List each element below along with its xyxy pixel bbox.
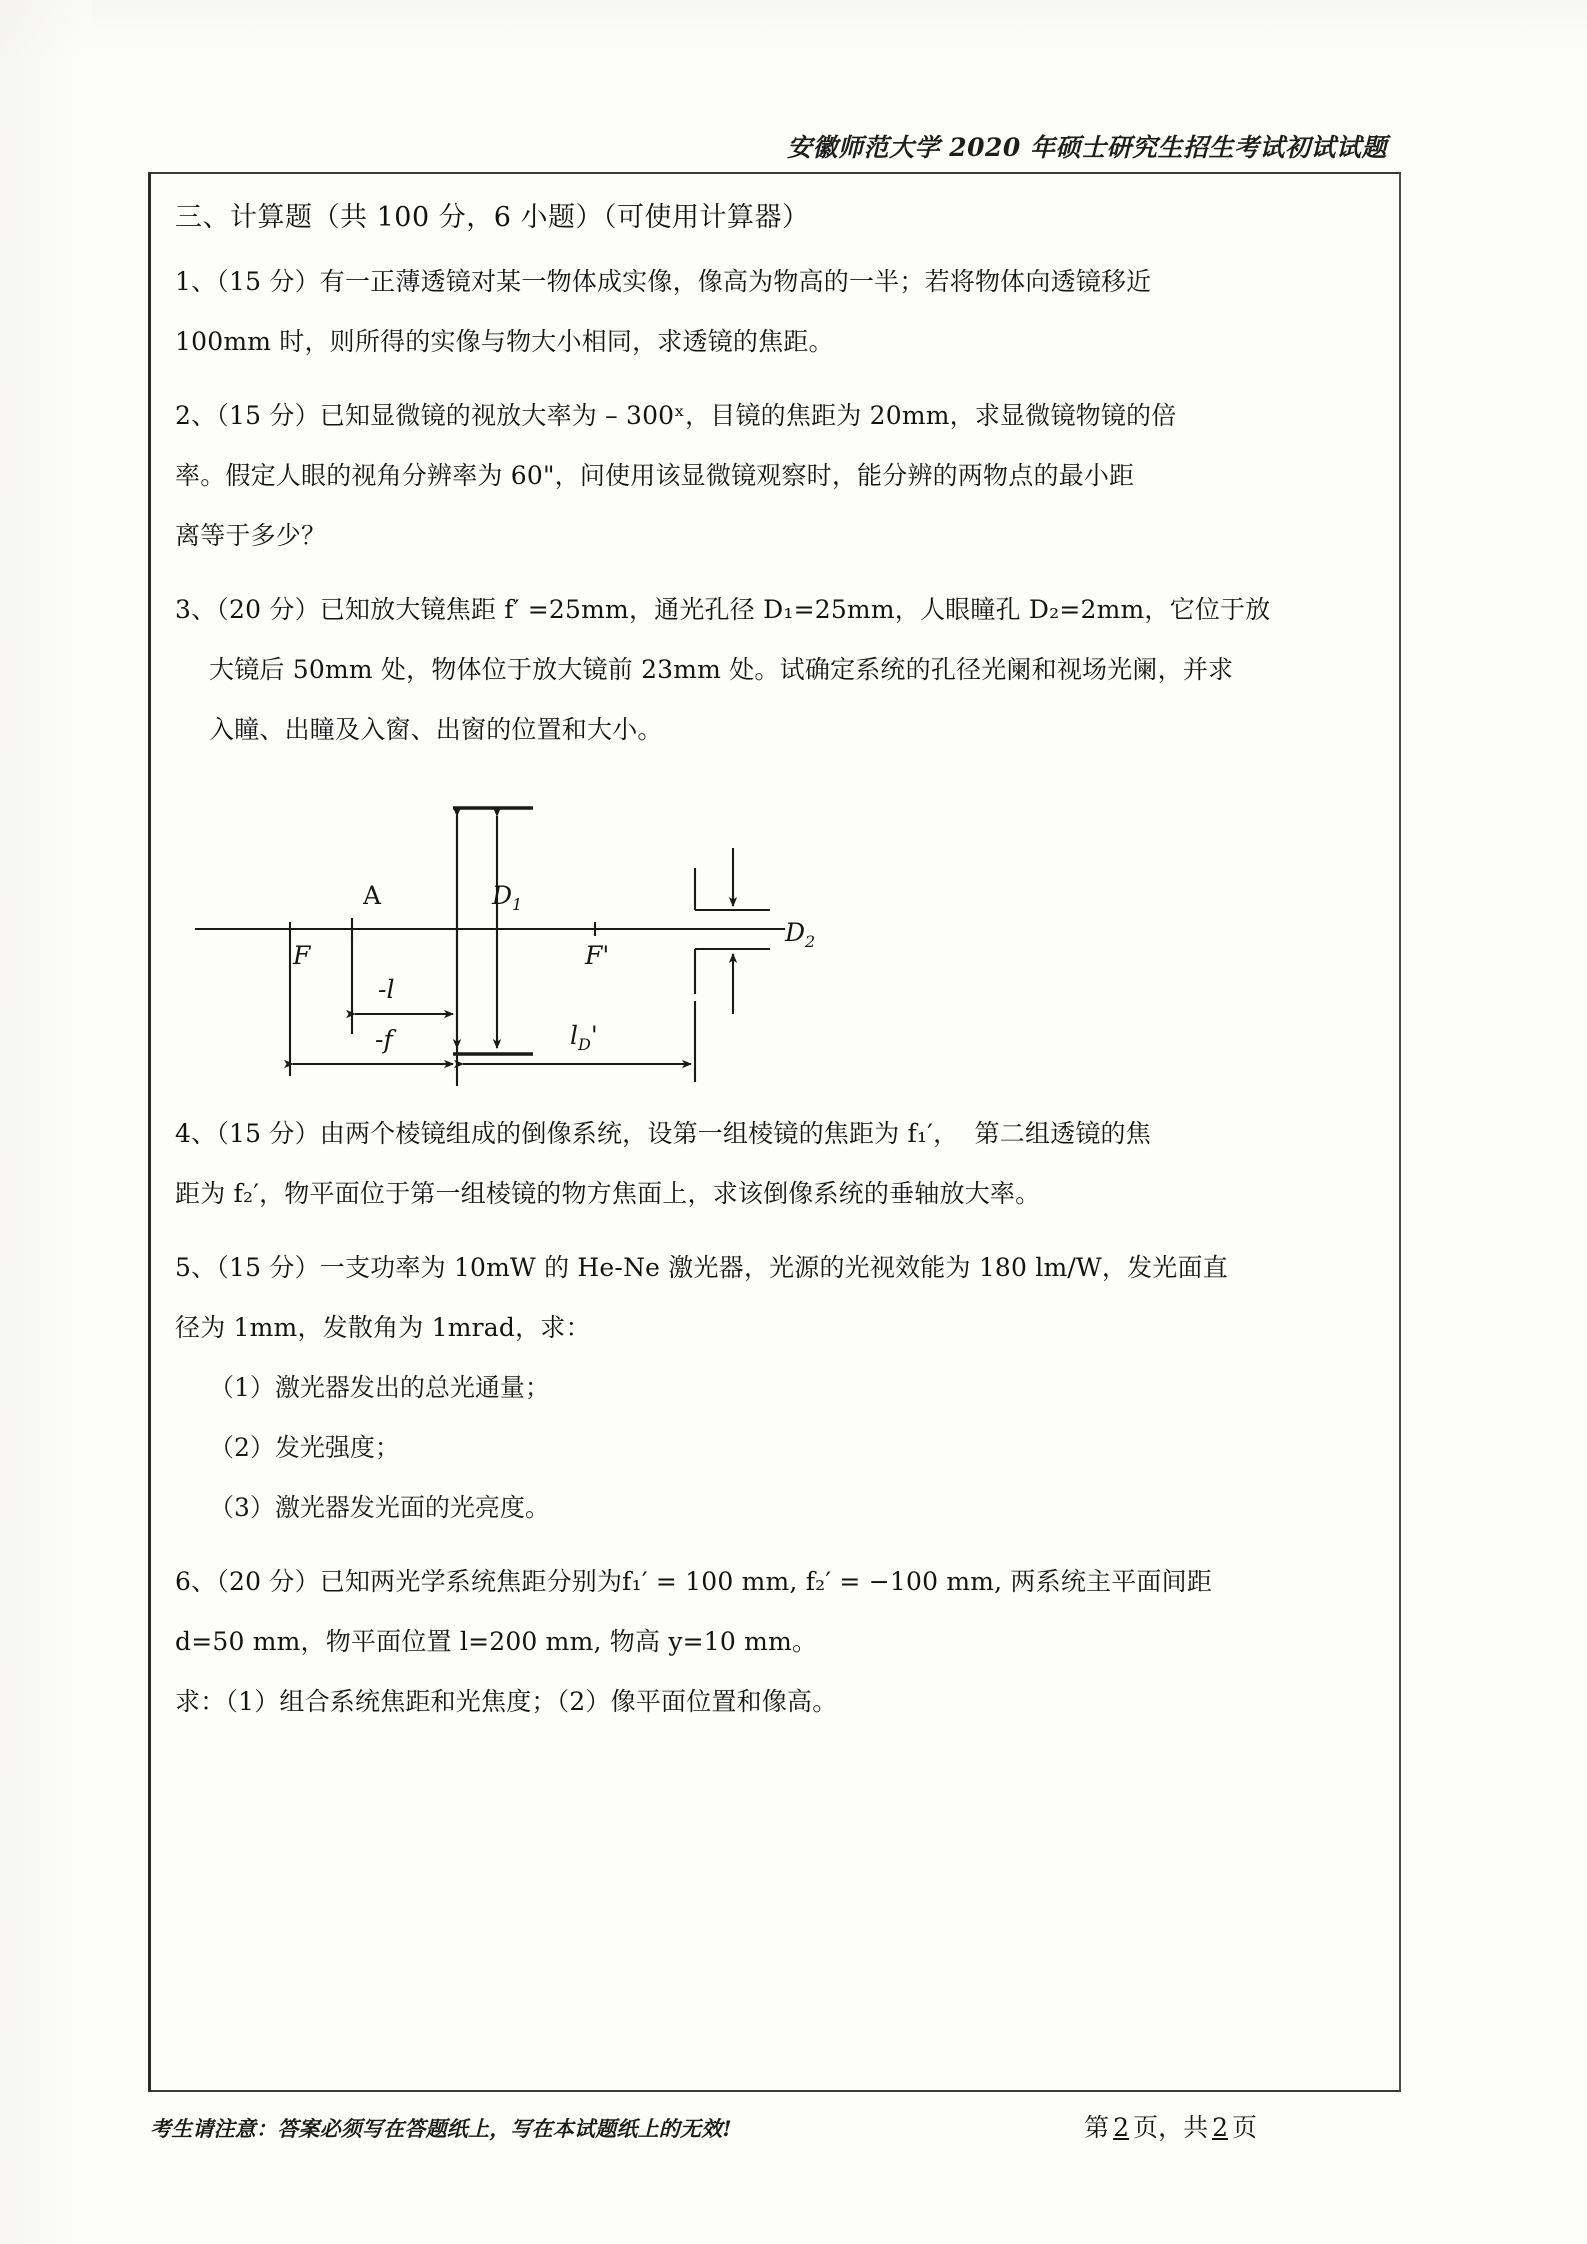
- question-4-line-1: 4、（15 分）由两个棱镜组成的倒像系统，设第一组棱镜的焦距为 f₁′， 第二组透镜的焦: [175, 1119, 1151, 1148]
- question-4-line-2: 距为 f₂′，物平面位于第一组棱镜的物方焦面上，求该倒像系统的垂轴放大率。: [175, 1179, 1041, 1208]
- question-2-line-1: 2、（15 分）已知显微镜的视放大率为 – 300ˣ，目镜的焦距为 20mm，求显微镜物镜的倍: [175, 401, 1177, 430]
- page-total: 2: [1212, 2113, 1228, 2142]
- question-3-line-1: 3、（20 分）已知放大镜焦距 f′ =25mm，通光孔径 D₁=25mm，人眼瞳孔 D₂=2mm，它位于放: [175, 595, 1271, 624]
- question-2-line-2: 率。假定人眼的视角分辨率为 60"，问使用该显微镜观察时，能分辨的两物点的最小距: [175, 461, 1135, 490]
- footer-pagination: [1084, 2108, 1437, 2144]
- question-6-line-2: d=50 mm，物平面位置 l=200 mm, 物高 y=10 mm。: [175, 1627, 818, 1656]
- document-footer: [150, 2108, 1437, 2144]
- question-5-subitem-1: （1）激光器发出的总光通量；: [209, 1373, 550, 1402]
- page-prefix: 第: [1084, 2113, 1110, 2142]
- question-6: [175, 1552, 1375, 1732]
- figure-label-f-front: F: [293, 941, 311, 970]
- figure-label-f-back: F': [585, 941, 610, 970]
- question-5-subitem-3: （3）激光器发光面的光亮度。: [209, 1493, 550, 1522]
- question-1: [175, 252, 1375, 372]
- magnifier-pupil-diagram-svg: [185, 786, 885, 1086]
- question-3-line-3: 入瞳、出瞳及入窗、出窗的位置和大小。: [209, 715, 663, 744]
- question-3: [175, 580, 1375, 760]
- content-frame-inner: [175, 192, 1375, 2072]
- figure-label-d1: $D_1$: [492, 881, 523, 914]
- page-suffix: 页: [1231, 2113, 1257, 2142]
- spacer: [175, 566, 1375, 580]
- scan-edge-top: [0, 0, 1587, 60]
- figure-label-minus-l: -l: [378, 975, 395, 1004]
- question-6-line-1: 6、（20 分）已知两光学系统焦距分别为f₁′ = 100 mm, f₂′ = −100 mm, 两系统主平面间距: [175, 1567, 1213, 1596]
- optical-system-diagram: [175, 786, 1375, 1086]
- question-6-line-3: 求：（1）组合系统焦距和光焦度；（2）像平面位置和像高。: [175, 1687, 838, 1716]
- footer-note: 考生请注意：答案必须写在答题纸上，写在本试题纸上的无效!: [150, 2116, 732, 2141]
- spacer: [175, 372, 1375, 386]
- question-3-line-2: 大镜后 50mm 处，物体位于放大镜前 23mm 处。试确定系统的孔径光阑和视场光阑，并求: [209, 655, 1234, 684]
- question-2: [175, 386, 1375, 566]
- content-frame: [148, 172, 1401, 2092]
- section-heading: 三、计算题（共 100 分，6 小题）（可使用计算器）: [175, 202, 810, 233]
- question-1-line-2: 100mm 时，则所得的实像与物大小相同，求透镜的焦距。: [175, 327, 834, 356]
- figure-label-point-a: A: [363, 881, 382, 910]
- question-5-subitem-2: （2）发光强度；: [209, 1433, 400, 1462]
- figure-label-minus-f: -f: [375, 1025, 393, 1054]
- question-1-line-1: 1、（15 分）有一正薄透镜对某一物体成实像，像高为物高的一半；若将物体向透镜移近: [175, 267, 1152, 296]
- question-4: [175, 1104, 1375, 1224]
- page-mid: 页，共: [1133, 2113, 1209, 2142]
- question-5: [175, 1238, 1375, 1358]
- question-5-line-1: 5、（15 分）一支功率为 10mW 的 He-Ne 激光器，光源的光视效能为 180 lm/W，发光面直: [175, 1253, 1228, 1282]
- document-header-title: 安徽师范大学 2020 年硕士研究生招生考试初试试题: [787, 133, 1387, 162]
- scan-edge-left: [0, 0, 92, 2244]
- spacer: [175, 1224, 1375, 1238]
- figure-label-ld-prime: $l_D'$: [570, 1021, 598, 1054]
- question-5-line-2: 径为 1mm，发散角为 1mrad，求：: [175, 1313, 591, 1342]
- spacer: [175, 1538, 1375, 1552]
- question-2-line-3: 离等于多少？: [175, 521, 327, 550]
- page-current: 2: [1113, 2113, 1130, 2142]
- figure-label-d2: $D_2$: [785, 918, 816, 951]
